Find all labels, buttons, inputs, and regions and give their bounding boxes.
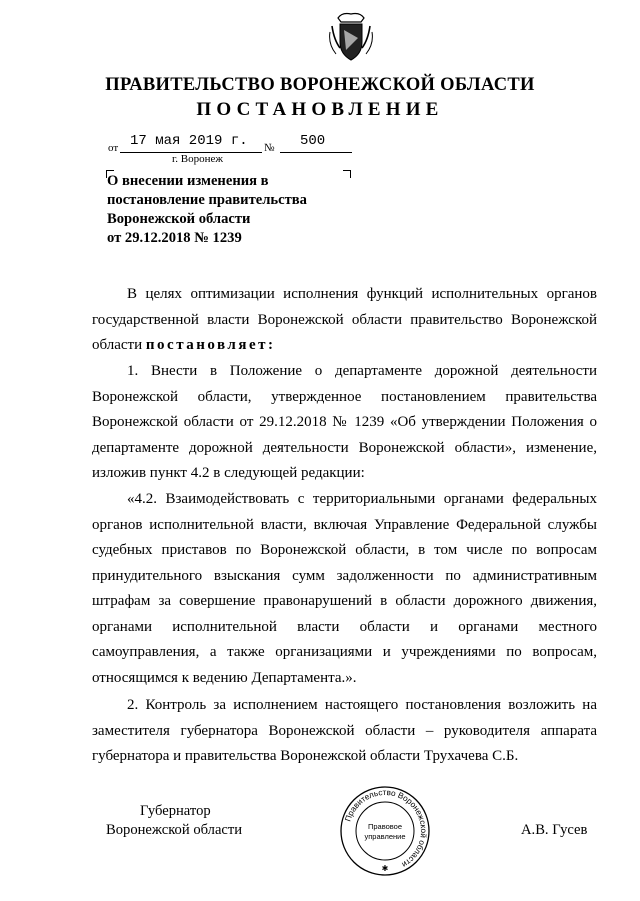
stamp-center-line2: управление — [364, 832, 406, 841]
number-sign: № — [264, 142, 275, 154]
document-type-heading: ПОСТАНОВЛЕНИЕ — [196, 99, 444, 120]
organization-heading: ПРАВИТЕЛЬСТВО ВОРОНЕЖСКОЙ ОБЛАСТИ — [105, 75, 535, 95]
intro-text: В целях оптимизации исполнения функций исполнительных органов государственной власти Воронежской области правительство Воронежской области — [92, 286, 597, 353]
quoted-clause-paragraph — [92, 487, 597, 691]
signatory-title-line1: Губернатор — [140, 803, 211, 819]
legal-department-stamp — [339, 785, 431, 877]
subject-line: Воронежской области — [107, 211, 251, 227]
date-prefix: от — [108, 142, 119, 154]
subject-line: О внесении изменения в — [107, 173, 269, 189]
decree-word: постановляет: — [145, 337, 276, 353]
signatory-title-line2: Воронежской области — [106, 822, 243, 838]
stamp-center-line1: Правовое — [367, 822, 403, 831]
subject-line: от 29.12.2018 № 1239 — [107, 230, 242, 246]
signatory-name: А.В. Гусев — [521, 822, 588, 838]
intro-paragraph — [92, 282, 597, 359]
stamp-ring-text: Правительство Воронежской области — [343, 787, 429, 870]
item-1-text: 1. Внести в Положение о департаменте дорожной деятельности Воронежской области, утвержденное постановлением правительства Воронежской области от 29.12.2018 № 1239 «Об утверждении Положения о департаменте дорожной деятельности Воронежской области», изменение, изложив пункт 4.2 в следующей редакции: — [92, 363, 597, 481]
quoted-clause-text: «4.2. Взаимодействовать с территориальными органами федеральных органов исполнительной власти, включая Управление Федеральной службы судебных приставов по Воронежской области, в том числе по вопросам принудительного взыскания сумм задолженности по административным штрафам за совершение правонарушений в области дорожного движения, органами исполнительной власти области и органами местного самоуправления, а также организациями и учреждениями по вопросам, относящимся к ведению Департамента.». — [92, 491, 597, 686]
coat-of-arms-emblem — [328, 10, 374, 64]
stamp-star-icon: ✱ — [381, 864, 389, 873]
subject-block — [107, 172, 307, 248]
item-1-paragraph — [92, 359, 597, 487]
city: г. Воронеж — [172, 153, 223, 165]
subject-line: постановление правительства — [107, 192, 307, 208]
subject-corner-right — [343, 170, 351, 178]
date-value: 17 мая 2019 г. — [130, 133, 248, 149]
document-number: 500 — [300, 133, 326, 149]
item-2-text: 2. Контроль за исполнением настоящего постановления возложить на заместителя губернатора Воронежской области – руководителя аппарата губернатора и правительства Воронежской области Трухачева С.Б. — [92, 697, 597, 764]
item-2-paragraph — [92, 693, 597, 770]
